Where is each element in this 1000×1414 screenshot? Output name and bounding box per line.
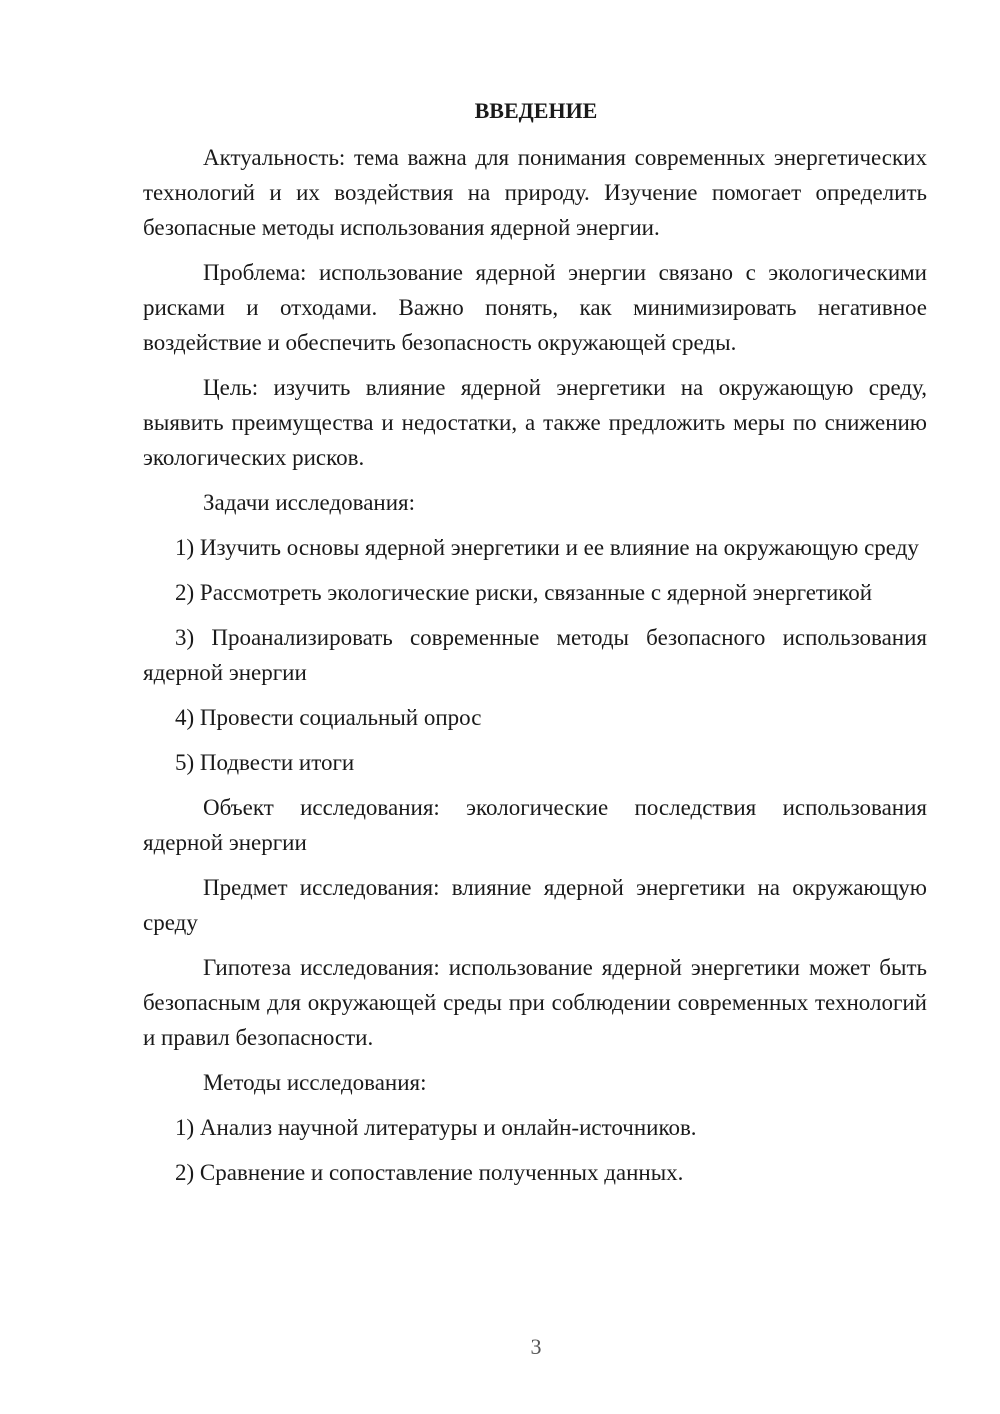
task-item-1: 1) Изучить основы ядерной энергетики и ее влияние на окружающую среду xyxy=(175,535,919,560)
relevance-paragraph: Актуальность: тема важна для понимания современных энергетических технологий и их воздействия на природу. Изучение помогает определить безопасные методы использования ядерной энергии. xyxy=(143,145,927,240)
task-item-5: 5) Подвести итоги xyxy=(175,750,355,775)
methods-heading: Методы исследования: xyxy=(203,1070,427,1095)
subject-paragraph: Предмет исследования: влияние ядерной энергетики на окружающую среду xyxy=(143,875,927,935)
tasks-heading: Задачи исследования: xyxy=(203,490,416,515)
task-item-2: 2) Рассмотреть экологические риски, связанные с ядерной энергетикой xyxy=(175,580,873,605)
method-item-2: 2) Сравнение и сопоставление полученных данных. xyxy=(175,1160,684,1185)
hypothesis-paragraph: Гипотеза исследования: использование ядерной энергетики может быть безопасным для окружающей среды при соблюдении современных технологий и правил безопасности. xyxy=(143,955,927,1050)
object-paragraph: Объект исследования: экологические последствия использования ядерной энергии xyxy=(143,795,927,855)
goal-paragraph: Цель: изучить влияние ядерной энергетики на окружающую среду, выявить преимущества и недостатки, а также предложить меры по снижению экологических рисков. xyxy=(143,375,927,470)
task-item-3: 3) Проанализировать современные методы безопасного использования ядерной энергии xyxy=(143,625,927,685)
task-item-4: 4) Провести социальный опрос xyxy=(175,705,482,730)
document-body xyxy=(143,95,927,1200)
section-title: ВВЕДЕНИЕ xyxy=(474,98,598,123)
method-item-1: 1) Анализ научной литературы и онлайн-источников. xyxy=(175,1115,697,1140)
problem-paragraph: Проблема: использование ядерной энергии связано с экологическими рисками и отходами. Важно понять, как минимизировать негативное воздействие и обеспечить безопасность окружающей среды. xyxy=(143,260,927,355)
page-number: 3 xyxy=(530,1334,542,1359)
